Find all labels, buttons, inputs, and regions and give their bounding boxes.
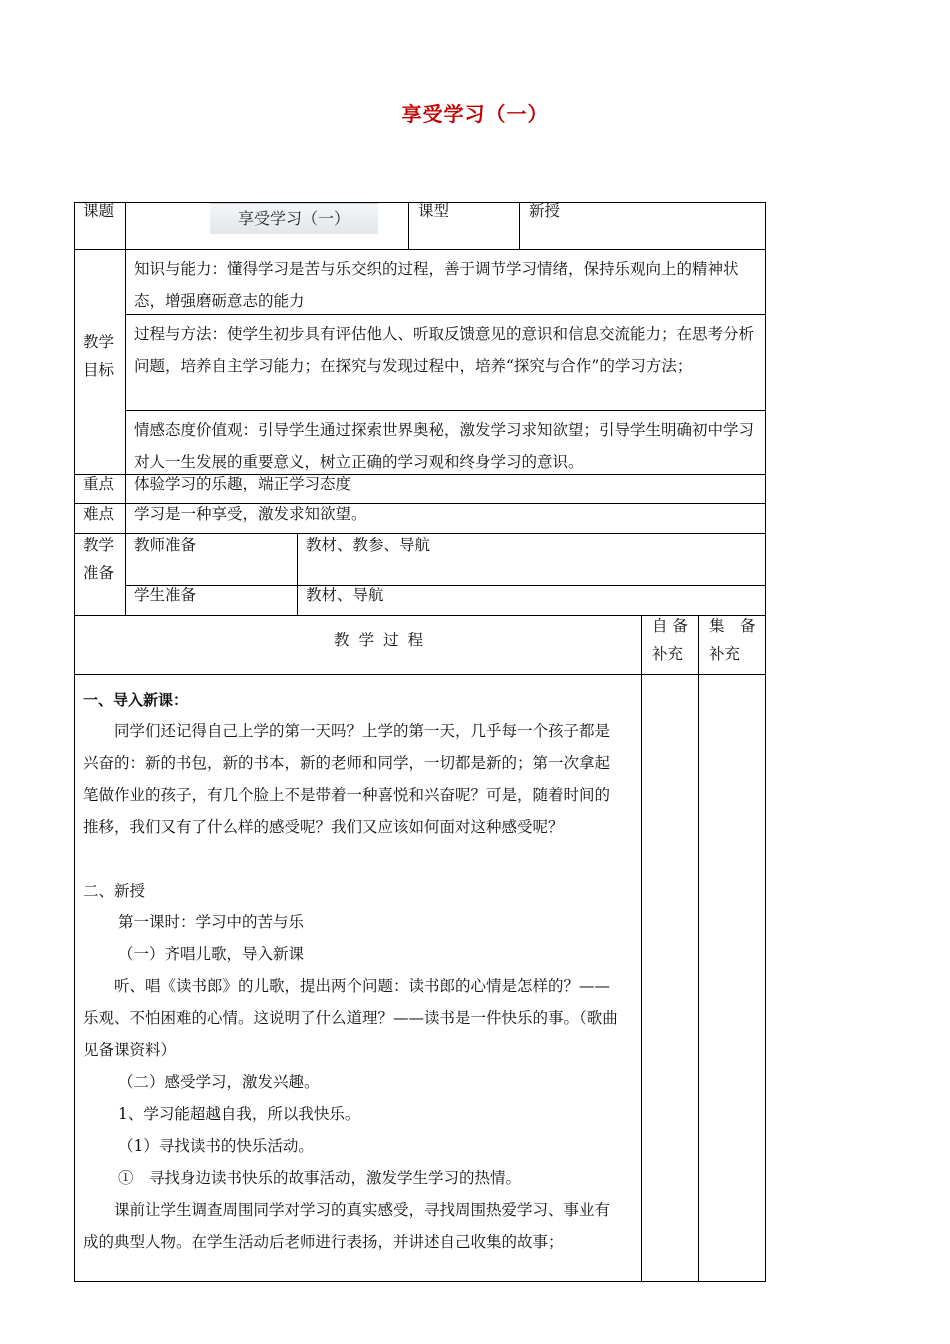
section-heading-intro: 一、导入新课： (83, 691, 189, 709)
table-border-right (765, 202, 766, 1282)
goals-label-line2: 目标 (83, 361, 115, 379)
group-prep-line1: 集 备 (709, 617, 756, 635)
survey-paragraph: 课前让学生调查周围同学对学习的真实感受，寻找周围热爱学习、事业有成的典型人物。在学生活动后老师进行表扬，并讲述自己收集的故事； (83, 1201, 611, 1251)
point-one: 1、学习能超越自我，所以我快乐。 (118, 1105, 361, 1123)
col-divider (297, 533, 298, 615)
page-title: 享受学习（一） (401, 102, 549, 126)
topic-value: 享受学习（一） (237, 209, 350, 228)
song-paragraph: 听、唱《读书郎》的儿歌，提出两个问题：读书郎的心情是怎样的？——乐观、不怕困难的心情。这说明了什么道理？——读书是一件快乐的事。（歌曲见备课资料） (83, 977, 618, 1059)
goal-emotion: 情感态度价值观：引导学生通过探索世界奥秘，激发学习求知欲望；引导学生明确初中学习对人一生发展的重要意义，树立正确的学习观和终身学习的意识。 (134, 421, 755, 471)
student-prep-label: 学生准备 (134, 586, 197, 604)
teacher-prep-value: 教材、教参、导航 (306, 536, 431, 554)
col-divider (125, 202, 126, 615)
type-label: 课型 (418, 202, 450, 220)
table-border-left (74, 202, 75, 1282)
prep-label-line2: 准备 (83, 564, 115, 582)
row-divider (125, 410, 766, 411)
intro-paragraph: 同学们还记得自己上学的第一天吗？上学的第一天，几乎每一个孩子都是兴奋的：新的书包，新的书本，新的老师和同学，一切都是新的；第一次拿起笔做作业的孩子，有几个脸上不是带着一种喜悦和兴奋呢？可是，随着时间的推移，我们又有了什么样的感受呢？我们又应该如何面对这种感受呢？ (83, 722, 611, 836)
col-divider (641, 615, 642, 1282)
activity-one: （1）寻找读书的快乐活动。 (118, 1137, 314, 1155)
section-heading-new: 二、新授 (83, 882, 146, 900)
row-divider (74, 674, 766, 675)
key-point-value: 体验学习的乐趣，端正学习态度 (134, 475, 352, 493)
self-prep-line1: 自 备 (652, 617, 688, 635)
student-prep-value: 教材、导航 (306, 586, 384, 604)
goal-knowledge: 知识与能力：懂得学习是苦与乐交织的过程，善于调节学习情绪，保持乐观向上的精神状态，增强磨砺意志的能力 (134, 260, 739, 310)
difficulty-label: 难点 (83, 505, 115, 523)
teacher-prep-label: 教师准备 (134, 536, 197, 554)
difficulty-value: 学习是一种享受，激发求知欲望。 (134, 505, 367, 523)
key-point-label: 重点 (83, 475, 115, 493)
activity-item: ① 寻找身边读书快乐的故事活动，激发学生学习的热情。 (118, 1169, 522, 1187)
col-divider (408, 202, 409, 249)
group-prep-line2: 补充 (709, 645, 741, 663)
goals-label-line1: 教学 (83, 333, 115, 351)
col-divider (698, 615, 699, 1282)
prep-label-line1: 教学 (83, 536, 115, 554)
row-divider (74, 249, 766, 250)
col-divider (519, 202, 520, 249)
topic-label: 课题 (83, 202, 115, 220)
self-prep-line2: 补充 (652, 645, 684, 663)
subsection-sing: （一）齐唱儿歌，导入新课 (118, 945, 305, 963)
row-divider (125, 585, 766, 586)
lesson-one-line: 第一课时：学习中的苦与乐 (118, 913, 305, 931)
goal-process: 过程与方法：使学生初步具有评估他人、听取反馈意见的意识和信息交流能力；在思考分析问题，培养自主学习能力；在探究与发现过程中，培养“探究与合作”的学习方法； (134, 325, 755, 375)
topic-value-box (210, 203, 378, 234)
type-value: 新授 (529, 202, 561, 220)
table-border-bottom (74, 1281, 766, 1282)
process-title: 教学过程 (334, 631, 433, 649)
subsection-feel: （二）感受学习，激发兴趣。 (118, 1073, 320, 1091)
